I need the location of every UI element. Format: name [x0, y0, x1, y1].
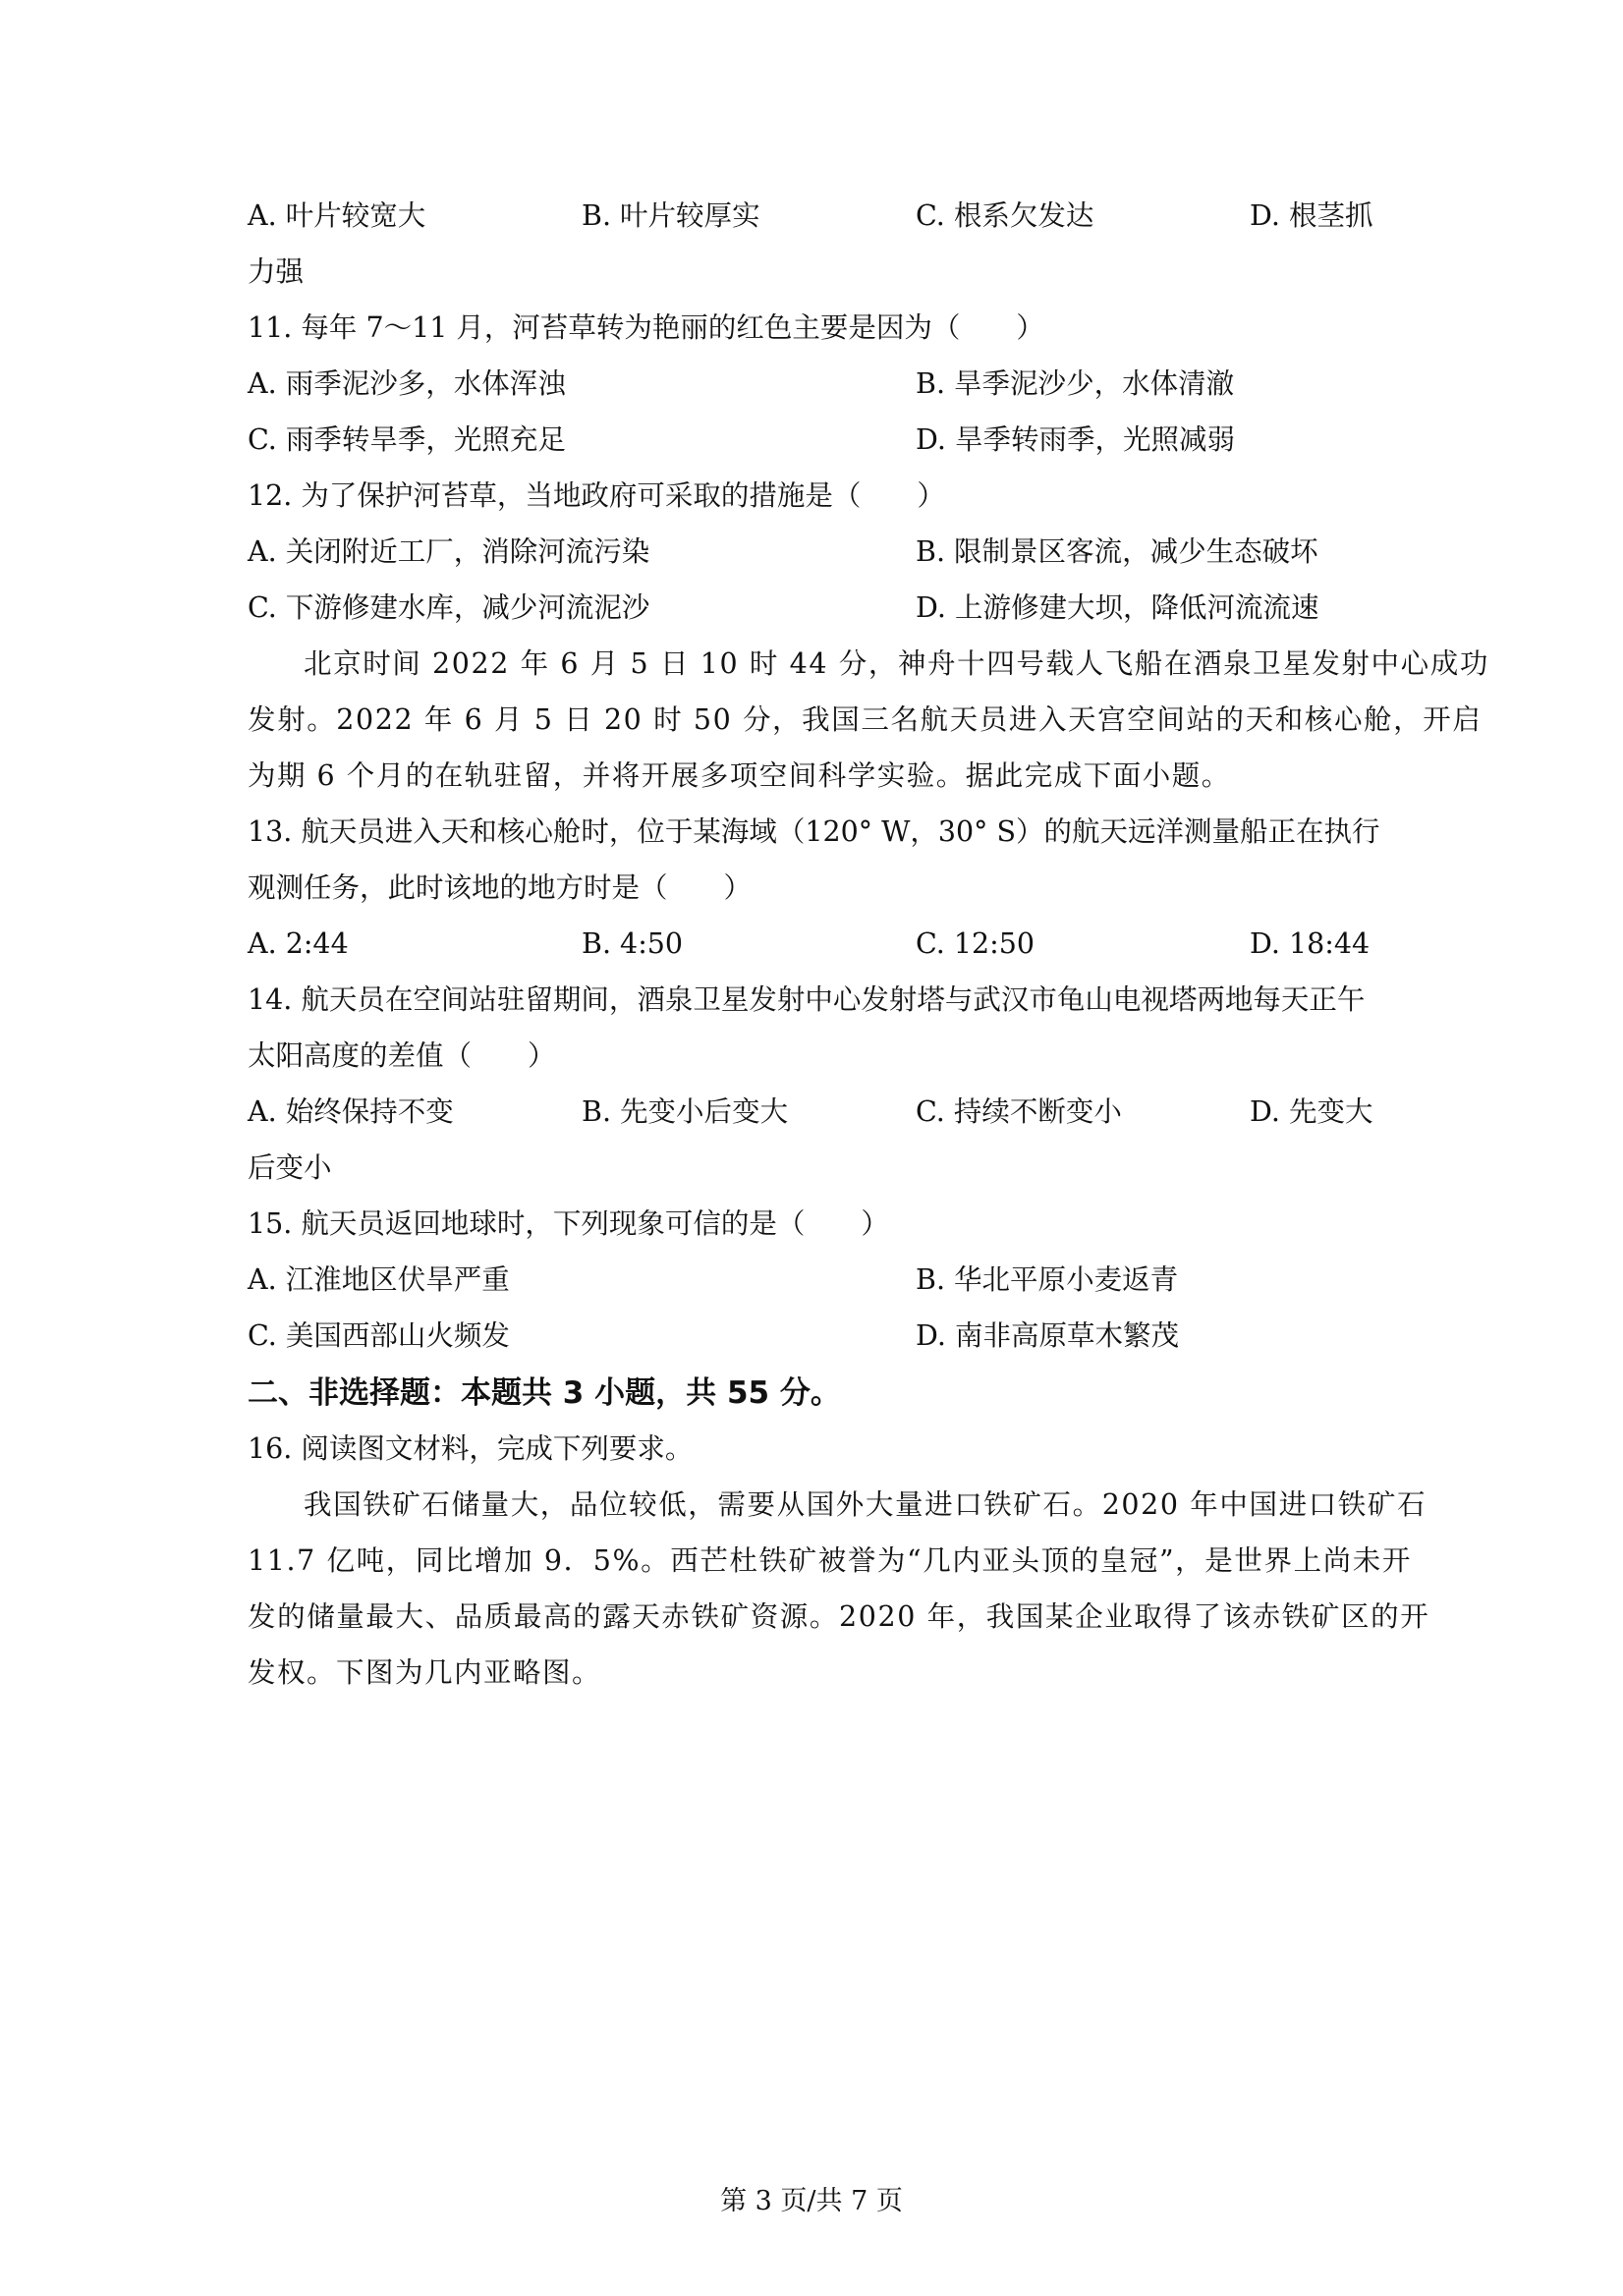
q11-option-b: B. 旱季泥沙少，水体清澈 — [916, 367, 1235, 400]
q11-option-a: A. 雨季泥沙多，水体浑浊 — [248, 367, 566, 400]
q15-stem: 15. 航天员返回地球时，下列现象可信的是（ ） — [248, 1207, 889, 1240]
q14-stem-line2: 太阳高度的差值（ ） — [248, 1039, 556, 1072]
q13-option-b: B. 4:50 — [582, 927, 684, 960]
q13-option-d: D. 18:44 — [1250, 927, 1371, 960]
q16-material-line2: 11.7 亿吨，同比增加 9．5%。西芒杜铁矿被誉为“几内亚头顶的皇冠”，是世界上尚未开 — [248, 1544, 1412, 1577]
q11-stem: 11. 每年 7～11 月，河苔草转为艳丽的红色主要是因为（ ） — [248, 311, 1044, 344]
q12-stem: 12. 为了保护河苔草，当地政府可采取的措施是（ ） — [248, 479, 945, 512]
q13-stem-line1: 13. 航天员进入天和核心舱时，位于某海域（120° W，30° S）的航天远洋测量船正在执行 — [248, 815, 1380, 848]
material1-line3: 为期 6 个月的在轨驻留，并将开展多项空间科学实验。据此完成下面小题。 — [248, 759, 1231, 792]
q16-material-line3: 发的储量最大、品质最高的露天赤铁矿资源。2020 年，我国某企业取得了该赤铁矿区的开 — [248, 1600, 1430, 1633]
q11-option-d: D. 旱季转雨季，光照减弱 — [916, 423, 1235, 456]
q16-material-line1: 我国铁矿石储量大，品位较低，需要从国外大量进口铁矿石。2020 年中国进口铁矿石 — [304, 1488, 1427, 1521]
material1-line1: 北京时间 2022 年 6 月 5 日 10 时 44 分，神舟十四号载人飞船在酒泉卫星发射中心成功 — [304, 647, 1489, 680]
q16-stem: 16. 阅读图文材料，完成下列要求。 — [248, 1432, 694, 1465]
page-footer: 第 3 页/共 7 页 — [720, 2186, 903, 2216]
q10-option-d-wrap: 力强 — [248, 255, 305, 288]
q14-option-a: A. 始终保持不变 — [248, 1095, 454, 1128]
q10-option-c: C. 根系欠发达 — [916, 199, 1094, 232]
q15-option-a: A. 江淮地区伏旱严重 — [248, 1263, 510, 1296]
q12-option-d: D. 上游修建大坝，降低河流流速 — [916, 591, 1319, 624]
q12-option-b: B. 限制景区客流，减少生态破坏 — [916, 535, 1318, 568]
q15-option-c: C. 美国西部山火频发 — [248, 1319, 510, 1352]
q13-option-a: A. 2:44 — [248, 927, 349, 960]
q11-option-c: C. 雨季转旱季，光照充足 — [248, 423, 566, 456]
q16-material-line4: 发权。下图为几内亚略图。 — [248, 1656, 602, 1689]
q15-option-b: B. 华北平原小麦返青 — [916, 1263, 1179, 1296]
q14-stem-line1: 14. 航天员在空间站驻留期间，酒泉卫星发射中心发射塔与武汉市龟山电视塔两地每天正午 — [248, 983, 1366, 1016]
q13-option-c: C. 12:50 — [916, 927, 1035, 960]
q13-stem-line2: 观测任务，此时该地的地方时是（ ） — [248, 871, 753, 904]
q14-option-c: C. 持续不断变小 — [916, 1095, 1122, 1128]
q15-option-d: D. 南非高原草木繁茂 — [916, 1319, 1179, 1352]
q10-option-d: D. 根茎抓 — [1250, 199, 1373, 232]
q10-option-b: B. 叶片较厚实 — [582, 199, 760, 232]
q12-option-c: C. 下游修建水库，减少河流泥沙 — [248, 591, 650, 624]
q12-option-a: A. 关闭附近工厂，消除河流污染 — [248, 535, 650, 568]
q14-option-b: B. 先变小后变大 — [582, 1095, 789, 1128]
q14-option-d: D. 先变大 — [1250, 1095, 1373, 1128]
material1-line2: 发射。2022 年 6 月 5 日 20 时 50 分，我国三名航天员进入天宫空间站的天和核心舱，开启 — [248, 703, 1483, 736]
q14-option-d-wrap: 后变小 — [248, 1151, 332, 1184]
q10-option-a: A. 叶片较宽大 — [248, 199, 426, 232]
section-heading: 二、非选择题：本题共 3 小题，共 55 分。 — [248, 1375, 841, 1411]
